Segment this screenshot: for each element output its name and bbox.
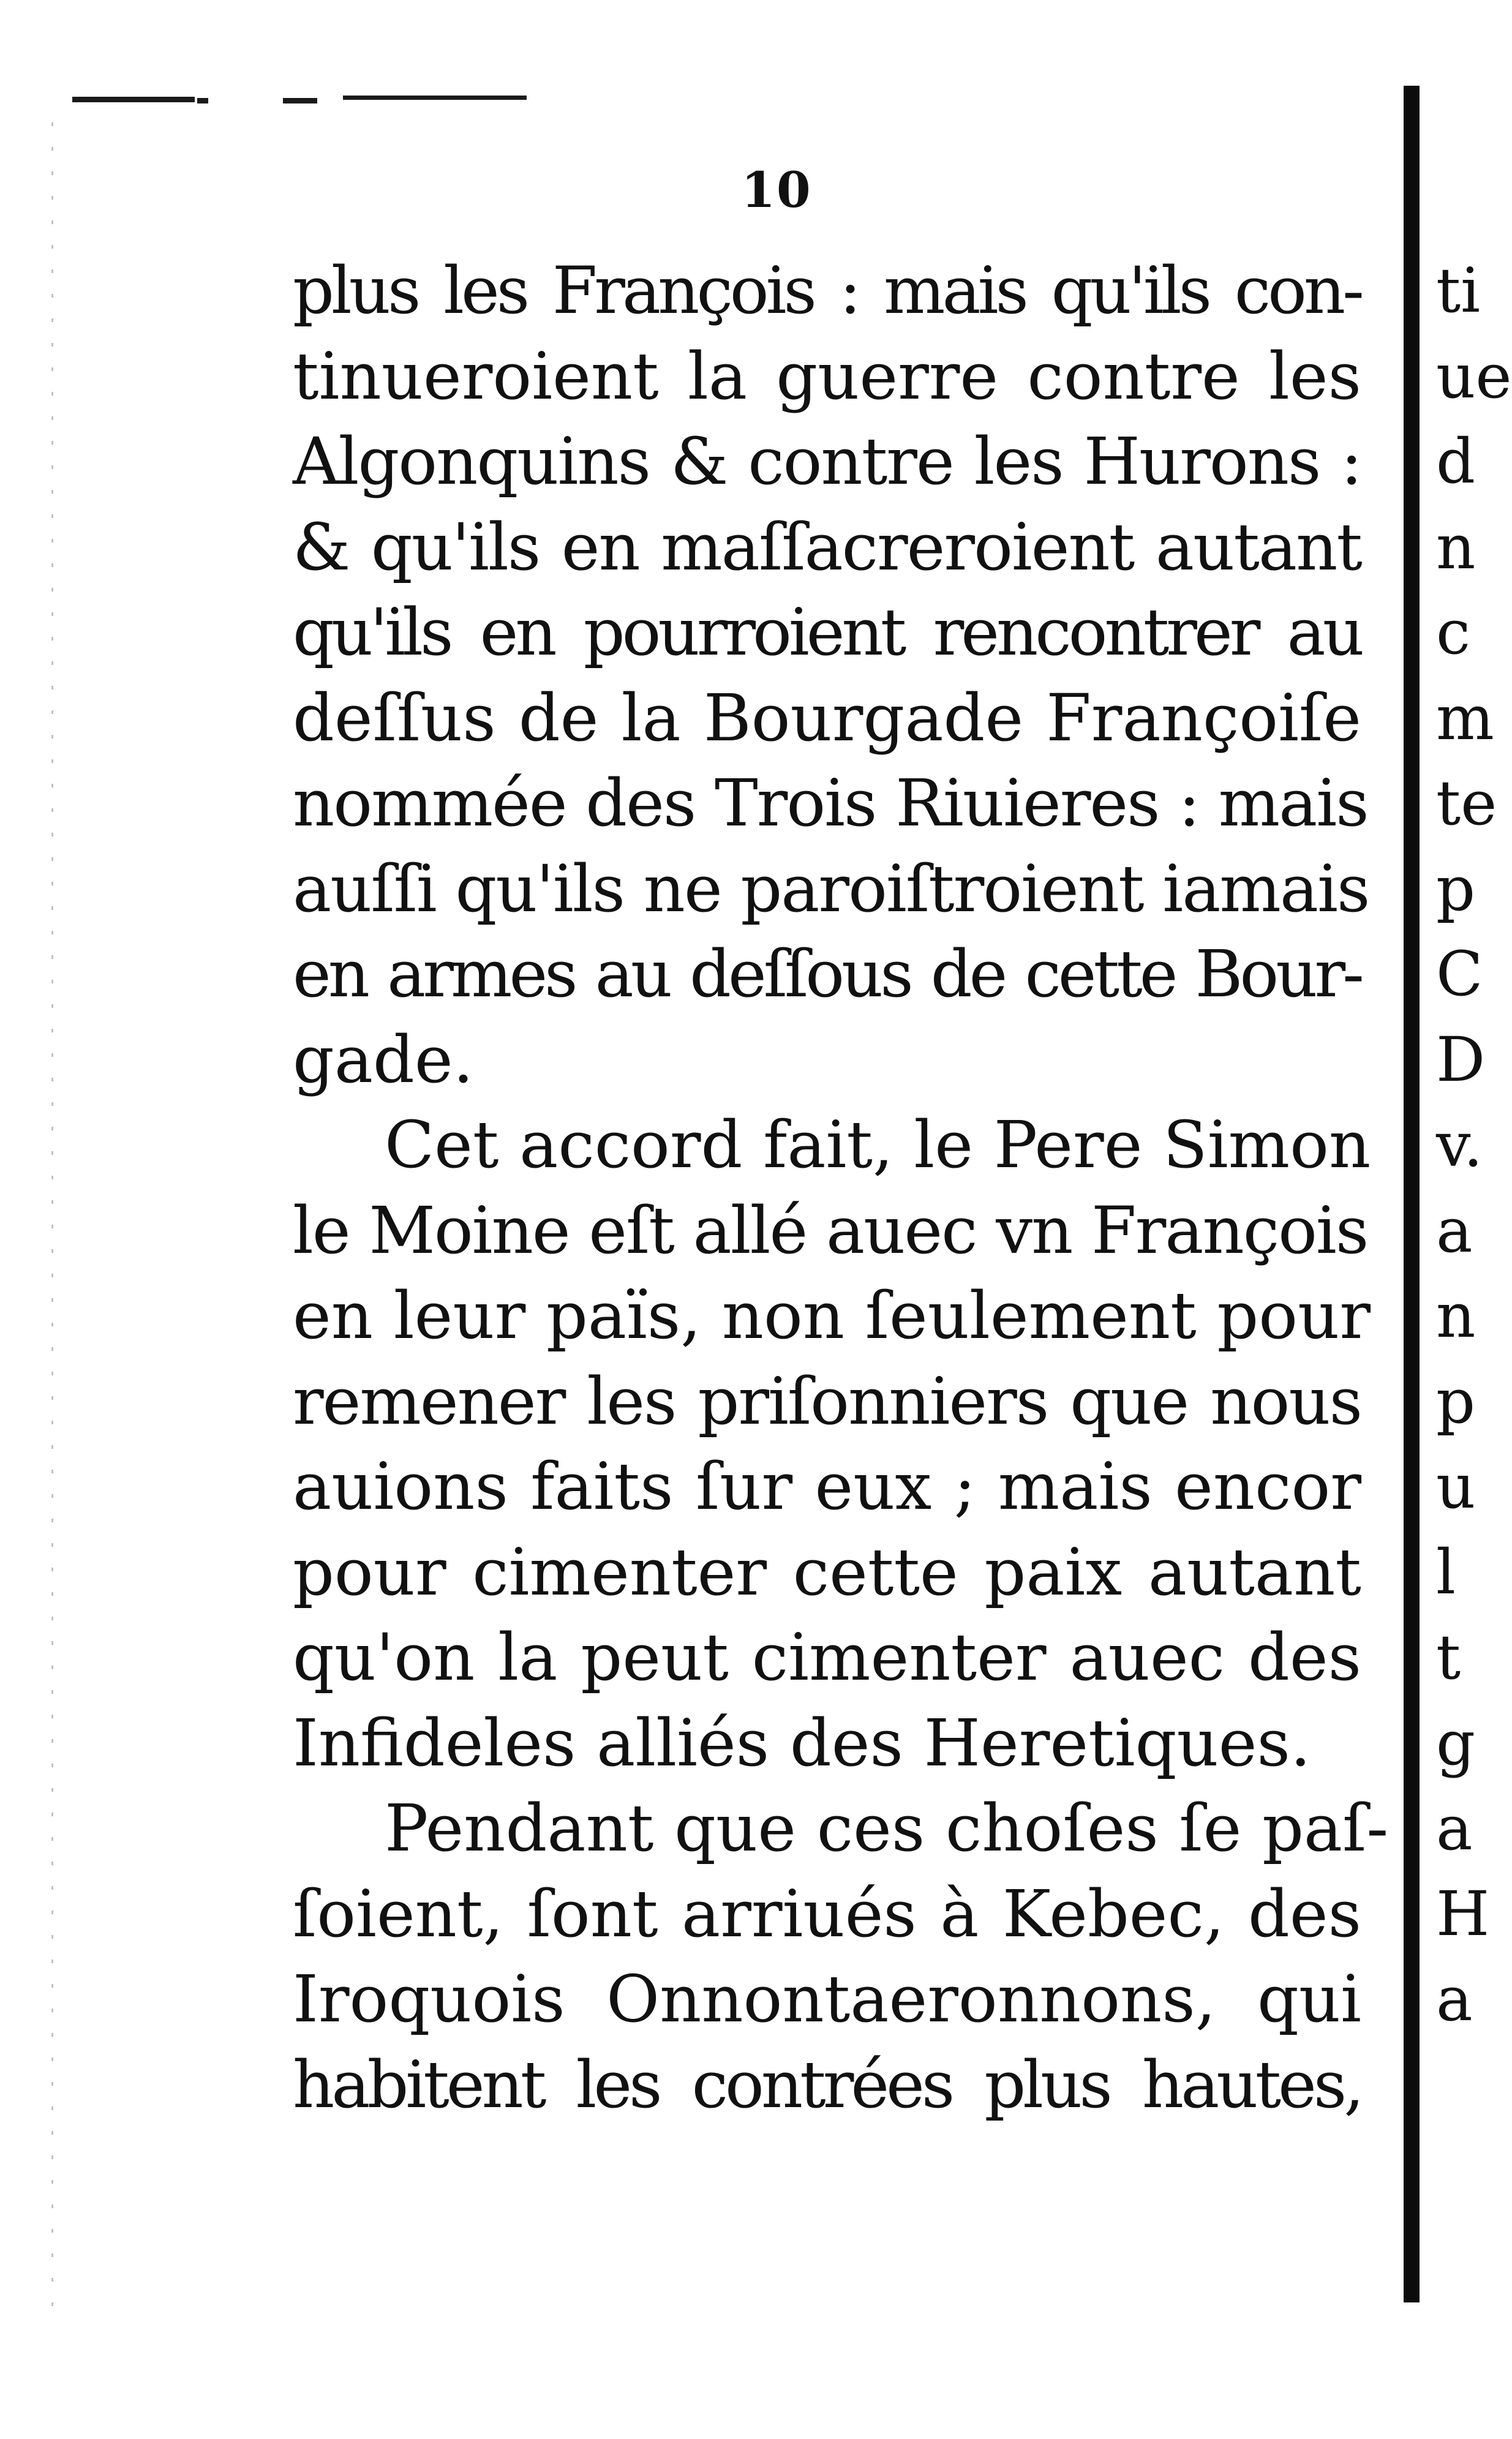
text-line: qu'ils en pourroient rencontrer au [293, 595, 1361, 670]
top-border-dash [197, 98, 208, 103]
facing-line: n [1436, 511, 1476, 583]
text-line: en armes au deſſous de cette Bour- [293, 936, 1361, 1012]
left-binding-edge [51, 122, 53, 2327]
text-line: gade. [293, 1021, 474, 1097]
text-line: le Moine eſt allé auec vn François [293, 1192, 1368, 1268]
facing-line: a [1436, 1792, 1473, 1864]
gutter-shadow-bar [1404, 86, 1420, 2302]
top-border-dash [72, 97, 195, 102]
text-line: nommée des Trois Riuieres : mais [293, 765, 1368, 841]
facing-line: D [1436, 1023, 1486, 1095]
paragraph-start-line: Cet accord fait, le Pere Simon [385, 1107, 1371, 1182]
top-border-dash [343, 96, 527, 100]
facing-line: n [1436, 1280, 1476, 1351]
page-number: 10 [741, 161, 812, 219]
text-line: plus les François : mais qu'ils con- [293, 253, 1361, 328]
text-line: qu'on la peut cimenter auec des [293, 1620, 1361, 1695]
text-line: deſſus de la Bourgade Françoiſe [293, 680, 1361, 756]
facing-line: c [1436, 596, 1471, 668]
body-text [293, 248, 1389, 2127]
facing-page-fragment [1436, 248, 1512, 2042]
facing-line: u [1436, 1451, 1476, 1522]
facing-line: m [1436, 682, 1494, 754]
text-line: habitent les contrées plus hautes, [293, 2046, 1361, 2122]
facing-line: ti [1436, 255, 1481, 326]
text-line: en leur païs, non ſeulement pour [293, 1278, 1371, 1353]
text-line: tinueroient la guerre contre les [293, 338, 1361, 414]
facing-line: a [1436, 1194, 1473, 1266]
facing-line: H [1436, 1877, 1490, 1950]
text-line: remener les priſonniers que nous [293, 1363, 1361, 1439]
facing-line: a [1436, 1963, 1473, 2035]
facing-line: C [1436, 938, 1483, 1010]
text-line: Infideles alliés des Heretiques. [293, 1705, 1311, 1781]
facing-line: l [1436, 1536, 1456, 1608]
text-line: Algonquins & contre les Hurons : [293, 424, 1361, 499]
facing-line: p [1436, 1365, 1476, 1437]
text-line: auſſi qu'ils ne paroiſtroient iamais [293, 851, 1369, 926]
facing-line: t [1436, 1622, 1461, 1693]
top-border-dash [283, 98, 317, 103]
text-line: pour cimenter cette paix autant [293, 1534, 1361, 1610]
paragraph-start-line: Pendant que ces choſes ſe paſ- [385, 1791, 1389, 1866]
facing-line: p [1436, 852, 1476, 925]
text-line: ſoient, ſont arriués à Kebec, des [293, 1876, 1361, 1952]
facing-line: d [1436, 426, 1476, 497]
text-line: & qu'ils en maſſacreroient autant [293, 509, 1361, 585]
facing-line: ue [1436, 340, 1512, 412]
text-line: auions faits ſur eux ; mais encor [293, 1449, 1361, 1524]
facing-line: v. [1436, 1109, 1483, 1181]
facing-line: g [1436, 1707, 1476, 1779]
facing-line: te [1436, 767, 1497, 839]
text-line: Iroquois Onnontaeronnons, qui [293, 1961, 1361, 2037]
